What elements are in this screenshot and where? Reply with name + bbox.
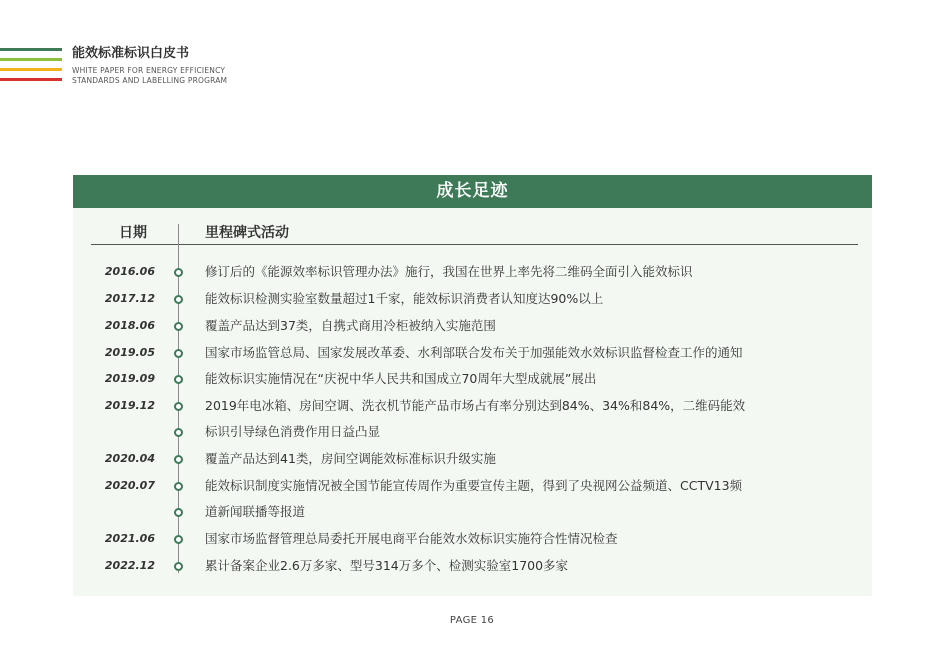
timeline-row <box>73 343 872 363</box>
milestone-text: 能效标识实施情况在“庆祝中华人民共和国成立70周年大型成就展”展出 <box>205 371 597 386</box>
timeline-row <box>73 422 872 442</box>
timeline-row <box>73 369 872 389</box>
header-divider <box>91 244 858 245</box>
milestone-text: 道新闻联播等报道 <box>205 504 306 519</box>
timeline-dot-icon <box>174 428 183 437</box>
milestone-text: 覆盖产品达到41类，房间空调能效标准标识升级实施 <box>205 451 496 466</box>
timeline-dot-icon <box>174 482 183 491</box>
timeline-row <box>73 316 872 336</box>
timeline-dot-icon <box>174 349 183 358</box>
timeline-row <box>73 262 872 282</box>
timeline-dot-icon <box>174 375 183 384</box>
milestone-date: 2019.05 <box>104 346 155 359</box>
header-stripe-green <box>0 48 62 51</box>
milestone-text: 覆盖产品达到37类，自携式商用冷柜被纳入实施范围 <box>205 318 496 333</box>
milestone-date: 2019.09 <box>104 372 155 385</box>
milestone-text: 国家市场监督管理总局委托开展电商平台能效水效标识实施符合性情况检查 <box>205 531 618 546</box>
brand-block <box>72 46 227 86</box>
brand-title-cn: 能效标准标识白皮书 <box>72 46 190 61</box>
milestone-date: 2020.07 <box>104 479 155 492</box>
timeline-dot-icon <box>174 402 183 411</box>
milestone-date: 2017.12 <box>104 292 155 305</box>
milestone-date: 2021.06 <box>104 532 155 545</box>
timeline-dot-icon <box>174 535 183 544</box>
milestone-text: 修订后的《能源效率标识管理办法》施行，我国在世界上率先将二维码全面引入能效标识 <box>205 264 693 279</box>
milestone-text: 能效标识制度实施情况被全国节能宣传周作为重要宣传主题，得到了央视网公益频道、CCTV13频 <box>205 478 743 493</box>
milestone-panel <box>73 175 872 596</box>
timeline-row <box>73 476 872 496</box>
timeline-dot-icon <box>174 562 183 571</box>
milestone-date: 2018.06 <box>104 319 155 332</box>
milestone-text: 累计备案企业2.6万多家、型号314万多个、检测实验室1700多家 <box>205 558 569 573</box>
column-header-date: 日期 <box>119 225 147 241</box>
timeline-row <box>73 449 872 469</box>
timeline-row <box>73 502 872 522</box>
milestone-date: 2022.12 <box>104 559 155 572</box>
timeline-row <box>73 529 872 549</box>
milestone-date: 2020.04 <box>104 452 155 465</box>
milestone-text: 国家市场监管总局、国家发展改革委、水利部联合发布关于加强能效水效标识监督检查工作的通知 <box>205 345 743 360</box>
milestone-date: 2019.12 <box>104 399 155 412</box>
header-stripe-lime <box>0 58 62 61</box>
timeline-dot-icon <box>174 295 183 304</box>
timeline-dot-icon <box>174 508 183 517</box>
milestone-date: 2016.06 <box>104 265 155 278</box>
panel-title: 成长足迹 <box>73 175 872 208</box>
header-stripe-red <box>0 78 62 81</box>
brand-title-en-1: WHITE PAPER FOR ENERGY EFFICIENCY <box>72 66 226 75</box>
milestone-text: 2019年电冰箱、房间空调、洗衣机节能产品市场占有率分别达到84%、34%和84%，二维码能效 <box>205 398 746 413</box>
timeline-dot-icon <box>174 455 183 464</box>
header-stripe-yellow <box>0 68 62 71</box>
timeline-row <box>73 396 872 416</box>
timeline-dot-icon <box>174 322 183 331</box>
timeline-dot-icon <box>174 268 183 277</box>
timeline-row <box>73 289 872 309</box>
milestone-text: 能效标识检测实验室数量超过1千家，能效标识消费者认知度达90%以上 <box>205 291 604 306</box>
timeline-row <box>73 556 872 576</box>
milestone-text: 标识引导绿色消费作用日益凸显 <box>205 424 381 439</box>
page-number: PAGE 16 <box>449 615 495 626</box>
brand-title-en-2: STANDARDS AND LABELLING PROGRAM <box>72 76 228 85</box>
column-header-event: 里程碑式活动 <box>205 225 289 241</box>
